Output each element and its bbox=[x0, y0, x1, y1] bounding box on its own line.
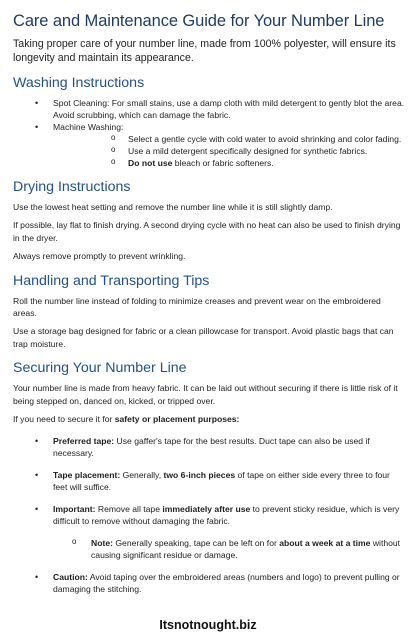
important-bold: immediately after use bbox=[162, 504, 251, 515]
note-rest: without causing significant residue or damage. bbox=[91, 538, 401, 561]
tape-placement-rest: of tape on either side every three to four feet will suffice. bbox=[53, 470, 390, 493]
sub-item-note bbox=[13, 537, 405, 561]
sub-item-gentle-cycle: o Select a gentle cycle with cold water to avoid shrinking and color fading. bbox=[53, 133, 405, 145]
spot-cleaning-label: Spot Cleaning: bbox=[53, 98, 110, 108]
caution-list bbox=[13, 571, 405, 595]
drying-paragraph-3: Always remove promptly to prevent wrinkling. bbox=[13, 251, 186, 262]
important-label: Important: bbox=[53, 504, 96, 515]
securing-paragraph-2 bbox=[13, 413, 405, 425]
no-bleach-text: bleach or fabric softeners. bbox=[172, 158, 274, 168]
important-sublist bbox=[13, 537, 405, 561]
drying-paragraph-2: If possible, lay flat to finish drying. A second drying cycle with no heat can also be used to finish drying in the dryer. bbox=[13, 220, 401, 243]
preferred-tape-text: Use gaffer's tape for the best results. Duct tape can also be used if necessary. bbox=[53, 436, 370, 459]
caution-text: Avoid taping over the embroidered areas (numbers and logo) to prevent pulling or damaging the stitching. bbox=[53, 572, 400, 595]
handling-paragraph-1: Roll the number line instead of folding to minimize creases and prevent wear on the embroidered areas. bbox=[13, 295, 381, 319]
list-item-important bbox=[13, 503, 405, 527]
do-not-use-bold: Do not use bbox=[128, 158, 173, 168]
list-item-spot-cleaning bbox=[13, 97, 405, 121]
securing-section bbox=[13, 359, 405, 595]
tape-placement-pre: Generally, bbox=[120, 470, 164, 481]
washing-section bbox=[13, 74, 405, 169]
page-title: Care and Maintenance Guide for Your Number Line bbox=[13, 12, 385, 30]
drying-paragraph-1: Use the lowest heat setting and remove the number line while it is still slightly damp. bbox=[13, 202, 333, 212]
sub-item-no-bleach bbox=[53, 157, 405, 169]
note-bold: about a week at a time bbox=[279, 538, 371, 549]
spot-cleaning-text: For small stains, use a damp cloth with mild detergent to gently blot the area. Avoid scrubbing, which can damage the fabric. bbox=[53, 98, 405, 120]
list-item-tape-placement bbox=[13, 469, 405, 493]
machine-washing-sublist bbox=[53, 133, 405, 169]
washing-heading: Washing Instructions bbox=[13, 75, 145, 91]
securing-intro-text: If you need to secure it for bbox=[13, 414, 115, 425]
list-item-caution bbox=[13, 571, 405, 595]
handling-paragraph-2: Use a storage bag designed for fabric or a clean pillowcase for transport. Avoid plastic bags that can trap moisture. bbox=[13, 326, 394, 349]
sub-item-mild-detergent: o Use a mild detergent specifically designed for synthetic fabrics. bbox=[53, 145, 405, 157]
handling-heading: Handling and Transporting Tips bbox=[13, 272, 210, 289]
caution-label: Caution: bbox=[53, 572, 88, 583]
tape-placement-label: Tape placement: bbox=[53, 470, 121, 481]
drying-section bbox=[13, 178, 405, 263]
washing-list bbox=[13, 97, 405, 169]
list-item-machine-washing bbox=[13, 121, 405, 169]
tape-placement-bold: two 6-inch pieces bbox=[163, 470, 236, 481]
securing-list bbox=[13, 435, 405, 527]
drying-heading: Drying Instructions bbox=[13, 179, 131, 195]
handling-section bbox=[13, 272, 405, 351]
securing-heading: Securing Your Number Line bbox=[13, 360, 187, 377]
important-pre: Remove all tape bbox=[95, 504, 163, 515]
machine-washing-label: Machine Washing: bbox=[53, 122, 124, 132]
securing-purpose-bold: safety or placement purposes: bbox=[114, 414, 240, 425]
footer-site-name: Itsnotnought.biz bbox=[159, 618, 257, 632]
intro-paragraph: Taking proper care of your number line, made from 100% polyester, will ensure its longevity and maintain its appearance. bbox=[13, 38, 396, 64]
preferred-tape-label: Preferred tape: bbox=[53, 436, 115, 447]
note-pre: Generally speaking, tape can be left on for bbox=[112, 538, 280, 549]
securing-paragraph-1: Your number line is made from heavy fabric. It can be laid out without securing if there is little risk of it being stepped on, danced on, kicked, or tripped over. bbox=[13, 383, 398, 406]
important-rest: to prevent sticky residue, which is very difficult to remove without damaging the fabric. bbox=[53, 504, 400, 527]
list-item-preferred-tape bbox=[13, 435, 405, 459]
note-label: Note: bbox=[91, 538, 113, 549]
